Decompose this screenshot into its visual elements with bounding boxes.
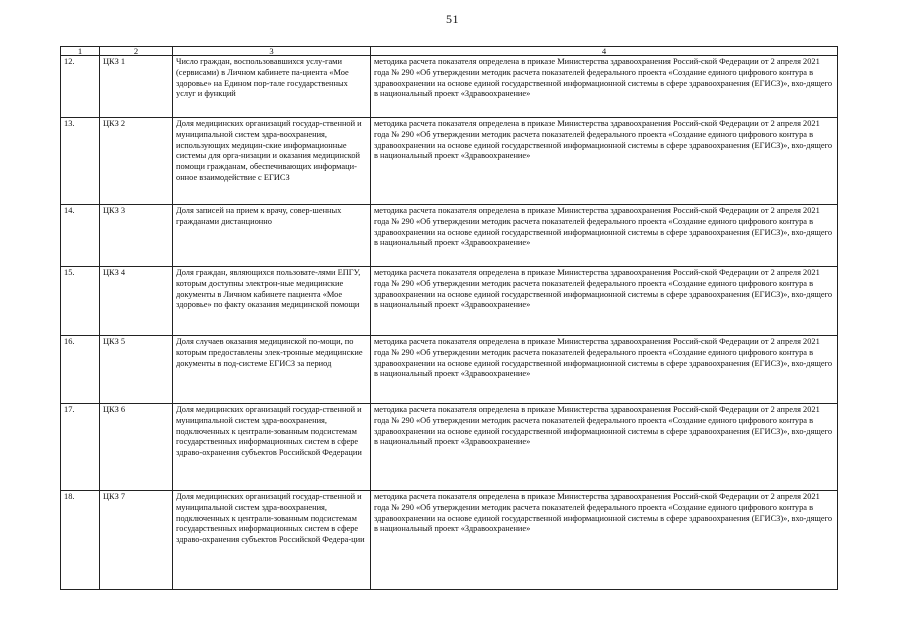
calculation-method: методика расчета показателя определена в приказе Министерства здравоохранения Россий-ской Федерации от 2 апреля 2021 года № 290 «Об утверждении методик расчета показателей федерального проекта «Создание единого цифрового контура в здравоохранении на основе единой государственной информационной системы в сфере здравоохранения (ЕГИСЗ)», вхо-дящего в национальный проект «Здравоохранение» [371, 404, 838, 491]
indicator-code: ЦКЗ 7 [100, 491, 173, 590]
indicator-code: ЦКЗ 6 [100, 404, 173, 491]
calculation-method: методика расчета показателя определена в приказе Министерства здравоохранения Россий-ской Федерации от 2 апреля 2021 года № 290 «Об утверждении методик расчета показателей федерального проекта «Создание единого цифрового контура в здравоохранении на основе единой государственной информационной системы в сфере здравоохранения (ЕГИСЗ)», вхо-дящего в национальный проект «Здравоохранение» [371, 491, 838, 590]
indicator-code: ЦКЗ 2 [100, 118, 173, 205]
table-row [61, 336, 838, 404]
row-number: 12. [61, 56, 100, 118]
calculation-method: методика расчета показателя определена в приказе Министерства здравоохранения Россий-ской Федерации от 2 апреля 2021 года № 290 «Об утверждении методик расчета показателей федерального проекта «Создание единого цифрового контура в здравоохранении на основе единой государственной информационной системы в сфере здравоохранения (ЕГИСЗ)», вхо-дящего в национальный проект «Здравоохранение» [371, 267, 838, 336]
indicator-code: ЦКЗ 1 [100, 56, 173, 118]
calculation-method: методика расчета показателя определена в приказе Министерства здравоохранения Россий-ской Федерации от 2 апреля 2021 года № 290 «Об утверждении методик расчета показателей федерального проекта «Создание единого цифрового контура в здравоохранении на основе единой государственной информационной системы в сфере здравоохранения (ЕГИСЗ)», вхо-дящего в национальный проект «Здравоохранение» [371, 56, 838, 118]
indicator-name: Доля медицинских организаций государ-ственной и муниципальной систем здра-воохранения, подключенных к централи-зованным подсистемам государственных информационных систем в сфере здраво-охранения субъектов Российской Федера-ции [173, 491, 371, 590]
indicators-table [60, 46, 838, 590]
indicator-name: Доля граждан, являющихся пользовате-лями ЕПГУ, которым доступны электрон-ные медицинские документы в Личном кабинете пациента «Мое здоровье» по факту оказания медицинской помощи [173, 267, 371, 336]
calculation-method: методика расчета показателя определена в приказе Министерства здравоохранения Россий-ской Федерации от 2 апреля 2021 года № 290 «Об утверждении методик расчета показателей федерального проекта «Создание единого цифрового контура в здравоохранении на основе единой государственной информационной системы в сфере здравоохранения (ЕГИСЗ)», вхо-дящего в национальный проект «Здравоохранение» [371, 205, 838, 267]
row-number: 13. [61, 118, 100, 205]
row-number: 18. [61, 491, 100, 590]
indicator-name: Доля медицинских организаций государ-ственной и муниципальной систем здра-воохранения, подключенных к централи-зованным подсистемам государственных информационных систем в сфере здраво-охранения субъектов Российской Федерации [173, 404, 371, 491]
table-row [61, 267, 838, 336]
row-number: 15. [61, 267, 100, 336]
indicator-code: ЦКЗ 4 [100, 267, 173, 336]
row-number: 17. [61, 404, 100, 491]
table-row [61, 404, 838, 491]
indicator-name: Доля случаев оказания медицинской по-мощи, по которым предоставлены элек-тронные медицинские документы в под-системе ЕГИСЗ за период [173, 336, 371, 404]
column-number: 4 [371, 47, 838, 56]
row-number: 16. [61, 336, 100, 404]
column-number: 2 [100, 47, 173, 56]
indicator-name: Число граждан, воспользовавшихся услу-гами (сервисами) в Личном кабинете па-циента «Мое здоровье» на Едином пор-тале государственных услуг и функций [173, 56, 371, 118]
column-number: 3 [173, 47, 371, 56]
column-number: 1 [61, 47, 100, 56]
row-number: 14. [61, 205, 100, 267]
indicator-code: ЦКЗ 5 [100, 336, 173, 404]
page-number: 51 [446, 12, 459, 26]
table-row [61, 205, 838, 267]
column-number-row [61, 47, 838, 56]
indicator-code: ЦКЗ 3 [100, 205, 173, 267]
table-row [61, 118, 838, 205]
calculation-method: методика расчета показателя определена в приказе Министерства здравоохранения Россий-ской Федерации от 2 апреля 2021 года № 290 «Об утверждении методик расчета показателей федерального проекта «Создание единого цифрового контура в здравоохранении на основе единой государственной информационной системы в сфере здравоохранения (ЕГИСЗ)», вхо-дящего в национальный проект «Здравоохранение» [371, 336, 838, 404]
indicator-name: Доля записей на прием к врачу, совер-шенных гражданами дистанционно [173, 205, 371, 267]
calculation-method: методика расчета показателя определена в приказе Министерства здравоохранения Россий-ской Федерации от 2 апреля 2021 года № 290 «Об утверждении методик расчета показателей федерального проекта «Создание единого цифрового контура в здравоохранении на основе единой государственной информационной системы в сфере здравоохранения (ЕГИСЗ)», вхо-дящего в национальный проект «Здравоохранение» [371, 118, 838, 205]
indicator-name: Доля медицинских организаций государ-ственной и муниципальной систем здра-воохранения, использующих медицин-ские информационные системы для орга-низации и оказания медицинской помощи гражданам, обеспечивающих информаци-онное взаимодействие с ЕГИСЗ [173, 118, 371, 205]
table-row [61, 56, 838, 118]
table-row [61, 491, 838, 590]
